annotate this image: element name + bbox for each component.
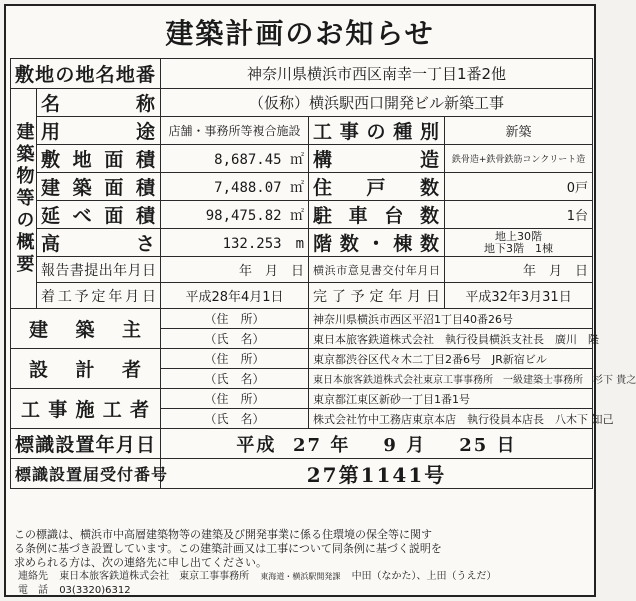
name-label: 名 称 — [37, 89, 161, 117]
owner-address-tag: （住 所） — [161, 309, 309, 329]
floors-label: 階数・棟数 — [309, 229, 445, 257]
site-area-label: 敷地面積 — [37, 145, 161, 173]
designer-address-row — [11, 349, 593, 369]
building-area-label: 建築面積 — [37, 173, 161, 201]
sign-date-month: 9 — [383, 434, 398, 456]
site-value: 神奈川県横浜市西区南幸一丁目1番2他 — [161, 59, 593, 89]
contact-info — [18, 570, 588, 598]
height-row — [11, 229, 593, 257]
use-row — [11, 117, 593, 145]
height-value: 132.253 m — [161, 229, 309, 257]
building-info-table — [10, 58, 636, 489]
sign-date-day: 25 — [459, 434, 489, 456]
contractor-label: 工事施工者 — [11, 389, 161, 429]
section-label: 建築物等の概要 — [11, 89, 37, 309]
opinion-value: 年 月 日 — [445, 257, 593, 283]
finish-label: 完了予定年月日 — [309, 283, 445, 309]
designer-name-tag: （氏 名） — [161, 369, 309, 389]
structure-value: 鉄骨造+鉄骨鉄筋コンクリート造 — [445, 145, 593, 173]
note-line-2: る条例に基づき設置しています。この建築計画又は工事について同条例に基づく説明を — [14, 542, 442, 555]
contractor-name-tag: （氏 名） — [161, 409, 309, 429]
sign-date-label: 標識設置年月日 — [11, 429, 161, 459]
start-label: 着工予定年月日 — [37, 283, 161, 309]
units-label: 住戸数 — [309, 173, 445, 201]
phone-line — [18, 584, 588, 598]
contractor-address-row — [11, 389, 593, 409]
sign-date-value — [161, 429, 593, 459]
contractor-address: 東京都江東区新砂一丁目1番1号 — [309, 389, 593, 409]
floors-below: 地下3階 1棟 — [484, 241, 554, 255]
site-area-row — [11, 145, 593, 173]
sign-receipt-row — [11, 459, 593, 489]
owner-address-row — [11, 309, 593, 329]
sign-date-era: 平成 — [236, 434, 277, 456]
report-label: 報告書提出年月日 — [37, 257, 161, 283]
site-area-value: 8,687.45 ㎡ — [161, 145, 309, 173]
use-value: 店舗・事務所等複合施設 — [161, 117, 309, 145]
opinion-label: 横浜市意見書交付年月日 — [309, 257, 445, 283]
sign-date-day-unit: 日 — [496, 434, 517, 456]
finish-value: 平成32年3月31日 — [445, 283, 593, 309]
note-line-1: この標識は、横浜市中高層建築物等の建築及び開発事業に係る住環境の保全等に関す — [14, 528, 432, 541]
sign-receipt-value: 27第1141号 — [161, 459, 593, 489]
site-label: 敷地の地名地番 — [11, 59, 161, 89]
owner-name: 東日本旅客鉄道株式会社 執行役員横浜支社長 廣川 隆 — [309, 329, 593, 349]
structure-label: 構 造 — [309, 145, 445, 173]
site-row — [11, 59, 593, 89]
height-label: 高 さ — [37, 229, 161, 257]
sign-date-row — [11, 429, 593, 459]
sign-date-month-unit: 月 — [406, 434, 427, 456]
note-line-3: 求められる方は、次の連絡先に申し出てください。 — [14, 556, 267, 569]
designer-address-tag: （住 所） — [161, 349, 309, 369]
schedule-row — [11, 283, 593, 309]
parking-value: 1台 — [445, 201, 593, 229]
work-type-value: 新築 — [445, 117, 593, 145]
contact-people: 中田（なかた）、上田（うえだ） — [351, 571, 497, 582]
parking-label: 駐車台数 — [309, 201, 445, 229]
phone-label: 電 話 — [18, 585, 48, 596]
owner-label: 建築主 — [11, 309, 161, 349]
notice-title: 建築計画のお知らせ — [165, 17, 435, 50]
designer-label: 設計者 — [11, 349, 161, 389]
contact-org: 東日本旅客鉄道株式会社 東京工事事務所 — [59, 571, 250, 582]
floor-area-value: 98,475.82 ㎡ — [161, 201, 309, 229]
designer-address: 東京都渋谷区代々木二丁目2番6号 JR新宿ビル — [309, 349, 593, 369]
floors-value — [445, 229, 593, 257]
phone-value: 03(3320)6312 — [59, 585, 131, 596]
sign-date-year: 27 — [292, 434, 323, 456]
name-row — [11, 89, 593, 117]
floor-area-label: 延べ面積 — [37, 201, 161, 229]
report-row — [11, 257, 593, 283]
floor-area-row — [11, 201, 593, 229]
owner-address: 神奈川県横浜市西区平沼1丁目40番26号 — [309, 309, 593, 329]
name-value: （仮称）横浜駅西口開発ビル新築工事 — [161, 89, 593, 117]
contractor-address-tag: （住 所） — [161, 389, 309, 409]
notice-board — [4, 4, 636, 597]
contact-label: 連絡先 — [18, 571, 48, 582]
contact-dept: 東海道・横浜駅開発課 — [260, 572, 341, 581]
start-value: 平成28年4月1日 — [161, 283, 309, 309]
building-area-row — [11, 173, 593, 201]
contractor-name: 株式会社竹中工務店東京本店 執行役員本店長 八木下 知己 — [309, 409, 593, 429]
contact-line — [18, 570, 588, 584]
sign-date-year-unit: 年 — [330, 434, 351, 456]
sign-receipt-label: 標識設置届受付番号 — [11, 459, 161, 489]
floors-above: 地上30階 — [495, 229, 543, 243]
building-area-value: 7,488.07 ㎡ — [161, 173, 309, 201]
units-value: 0戸 — [445, 173, 593, 201]
work-type-label: 工事の種別 — [309, 117, 445, 145]
report-value: 年 月 日 — [161, 257, 309, 283]
owner-name-tag: （氏 名） — [161, 329, 309, 349]
notice-explanation — [14, 528, 590, 570]
use-label: 用 途 — [37, 117, 161, 145]
designer-name: 東日本旅客鉄道株式会社東京工事事務所 一級建築士事務所 杉下 貴之 — [309, 369, 593, 389]
